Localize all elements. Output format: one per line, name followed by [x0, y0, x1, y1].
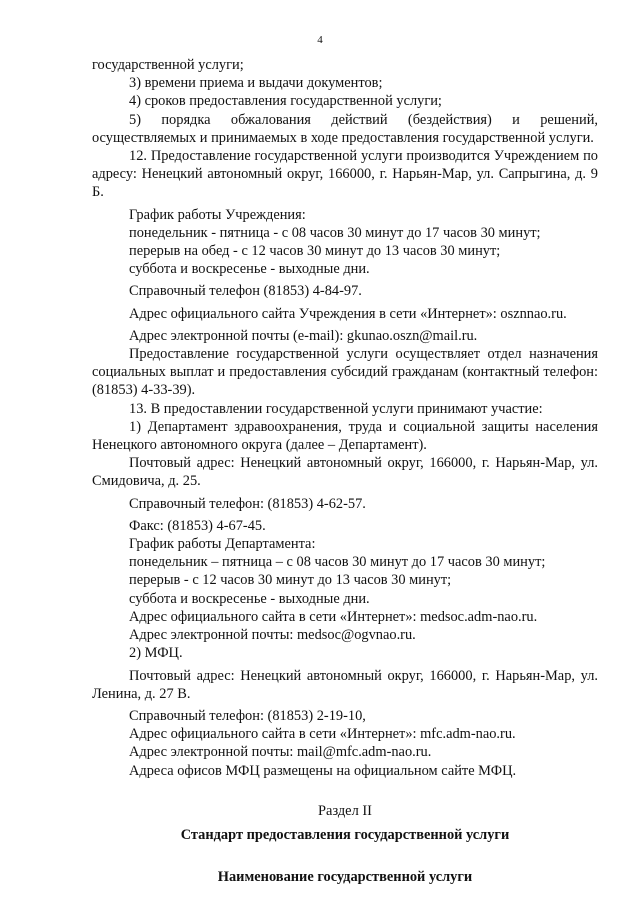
- paragraph: Адреса офисов МФЦ размещены на официальном сайте МФЦ.: [129, 762, 517, 779]
- paragraph: перерыв - с 12 часов 30 минут до 13 часов 30 минут;: [129, 572, 452, 589]
- paragraph: 12. Предоставление государственной услуги производится Учреждением по адресу: Ненецкий автономный округ, 166000, г. Нарьян-Мар, ул. Сапрыгина, д. 9 Б.: [92, 148, 598, 201]
- paragraph: График работы Учреждения:: [129, 206, 306, 223]
- subsection-title: Наименование государственной услуги: [217, 869, 473, 886]
- paragraph: 1) Департамент здравоохранения, труда и социальной защиты населения Ненецкого автономного округа (далее – Департамент).: [92, 418, 598, 454]
- paragraph: 3) времени приема и выдачи документов;: [129, 75, 383, 92]
- paragraph: Справочный телефон (81853) 4-84-97.: [129, 283, 362, 300]
- paragraph: Почтовый адрес: Ненецкий автономный округ, 166000, г. Нарьян-Мар, ул. Ленина, д. 27 В.: [92, 667, 598, 702]
- paragraph: понедельник – пятница – с 08 часов 30 минут до 17 часов 30 минут;: [129, 554, 546, 571]
- paragraph: Почтовый адрес: Ненецкий автономный округ, 166000, г. Нарьян-Мар, ул. Смидовича, д. 25.: [92, 455, 598, 490]
- paragraph: государственной услуги;: [92, 57, 244, 73]
- paragraph: 13. В предоставлении государственной услуги принимают участие:: [129, 400, 543, 417]
- paragraph: Справочный телефон: (81853) 2-19-10,: [129, 707, 366, 724]
- document-body: [92, 56, 598, 886]
- paragraph: суббота и воскресенье - выходные дни.: [129, 590, 370, 607]
- paragraph: Адрес электронной почты (e-mail): gkunao.oszn@mail.ru.: [129, 327, 478, 344]
- paragraph: Справочный телефон: (81853) 4-62-57.: [129, 495, 366, 512]
- paragraph: Адрес официального сайта Учреждения в сети «Интернет»: osznnao.ru.: [129, 305, 567, 322]
- paragraph: Факс: (81853) 4-67-45.: [129, 517, 266, 534]
- page-number: 4: [317, 34, 323, 46]
- paragraph: перерыв на обед - с 12 часов 30 минут до 13 часов 30 минут;: [129, 243, 501, 260]
- paragraph: Адрес электронной почты: mail@mfc.adm-nao.ru.: [129, 744, 432, 761]
- section-title: Стандарт предоставления государственной услуги: [180, 826, 510, 843]
- paragraph: 4) сроков предоставления государственной услуги;: [129, 93, 442, 110]
- paragraph: График работы Департамента:: [129, 536, 316, 553]
- paragraph: Адрес официального сайта в сети «Интернет»: medsoc.adm-nao.ru.: [129, 608, 538, 625]
- paragraph: Адрес официального сайта в сети «Интернет»: mfc.adm-nao.ru.: [129, 726, 516, 743]
- section-label: Раздел II: [318, 802, 372, 819]
- paragraph: понедельник - пятница - с 08 часов 30 минут до 17 часов 30 минут;: [129, 224, 541, 241]
- paragraph: 2) МФЦ.: [129, 645, 183, 662]
- paragraph: Предоставление государственной услуги осуществляет отдел назначения социальных выплат и предоставления субсидий гражданам (контактный телефон: (81853) 4-33-39).: [92, 346, 598, 399]
- paragraph: 5) порядка обжалования действий (бездействия) и решений, осуществляемых и принимаемых в ходе предоставления государственной услуги.: [92, 111, 598, 146]
- paragraph: суббота и воскресенье - выходные дни.: [129, 261, 370, 278]
- paragraph: Адрес электронной почты: medsoc@ogvnao.ru.: [129, 627, 416, 644]
